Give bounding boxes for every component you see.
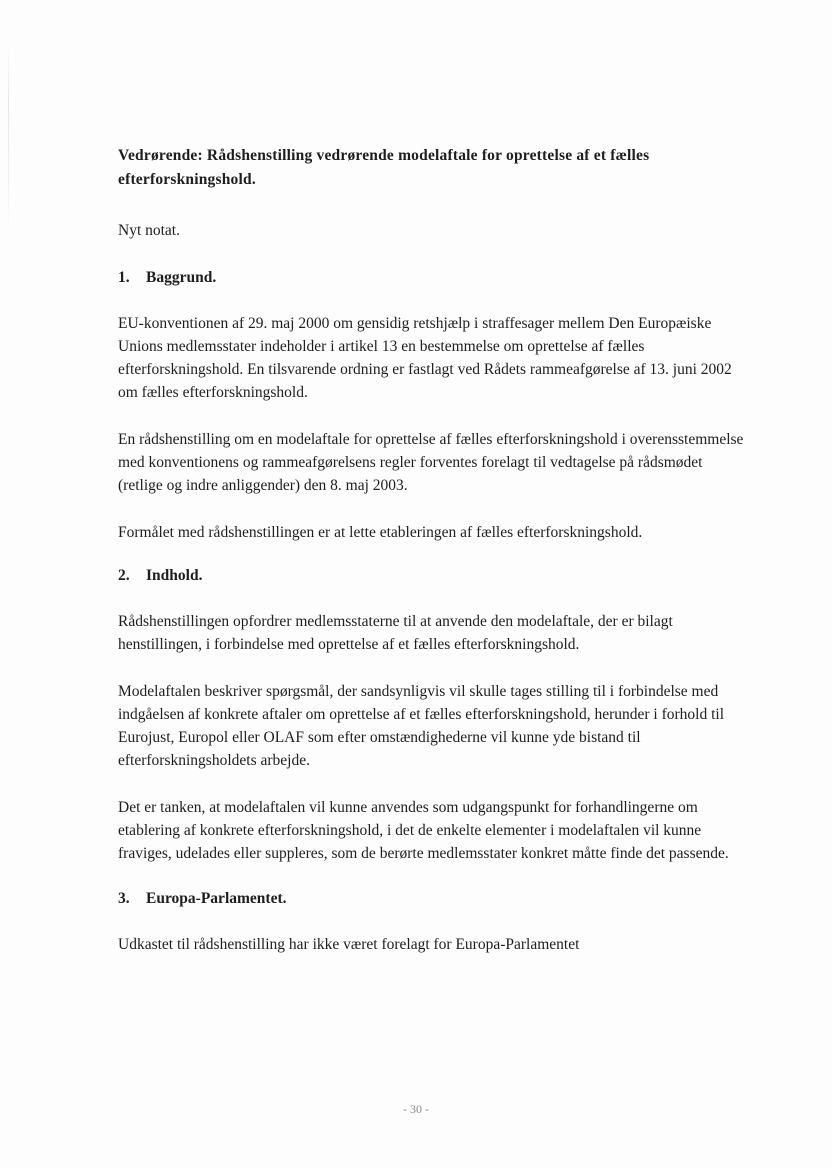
- paragraph: Rådshenstillingen opfordrer medlemsstaterne til at anvende den modelaftale, der er bilagt henstillingen, i forbindelse med oprettelse af et fælles efterforskningshold.: [118, 613, 673, 653]
- note-line: Nyt notat.: [118, 222, 180, 239]
- paragraph: EU-konventionen af 29. maj 2000 om gensidig retshjælp i straffesager mellem Den Europæiske Unions medlemsstater indeholder i artikel 13 en bestemmelse om oprettelse af fælles efterforskningshold. En tilsvarende ordning er fastlagt ved Rådets rammeafgørelse af 13. juni 2002 om fælles efterforskningshold.: [118, 315, 732, 401]
- section-title: Europa-Parlamentet.: [146, 890, 287, 907]
- section-title: Indhold.: [146, 567, 203, 584]
- section-heading-3: [118, 887, 748, 910]
- section-title: Baggrund.: [146, 269, 217, 286]
- paragraph: Formålet med rådshenstillingen er at lette etableringen af fælles efterforskningshold.: [118, 524, 643, 541]
- document-body: [118, 144, 748, 956]
- scan-edge-artifact: [8, 40, 9, 240]
- section-number: 1.: [118, 269, 130, 286]
- paragraph: En rådshenstilling om en modelaftale for oprettelse af fælles efterforskningshold i overensstemmelse med konventionens og rammeafgørelsens regler forventes forelagt til vedtagelse på rådsmødet (retlige og indre anliggender) den 8. maj 2003.: [118, 431, 744, 494]
- paragraph: Udkastet til rådshenstilling har ikke været forelagt for Europa-Parlamentet: [118, 936, 580, 953]
- section-number: 3.: [118, 890, 130, 907]
- paragraph: Det er tanken, at modelaftalen vil kunne anvendes som udgangspunkt for forhandlingerne om etablering af konkrete efterforskningshold, i det de enkelte elementer i modelaftalen vil kunne fraviges, udelades eller suppleres, som de berørte medlemsstater konkret måtte finde det passende.: [118, 799, 729, 862]
- paragraph: Modelaftalen beskriver spørgsmål, der sandsynligvis vil skulle tages stilling til i forbindelse med indgåelsen af konkrete aftaler om oprettelse af et fælles efterforskningshold, herunder i forhold til Eurojust, Europol eller OLAF som efter omstændighederne vil kunne yde bistand til efterforskningsholdets arbejde.: [118, 683, 725, 769]
- section-heading-1: [118, 266, 748, 289]
- section-heading-2: [118, 564, 748, 587]
- document-subject: Vedrørende: Rådshenstilling vedrørende modelaftale for oprettelse af et fælles efterforskningshold.: [118, 147, 650, 188]
- section-number: 2.: [118, 567, 130, 584]
- page-number: - 30 -: [403, 1102, 429, 1116]
